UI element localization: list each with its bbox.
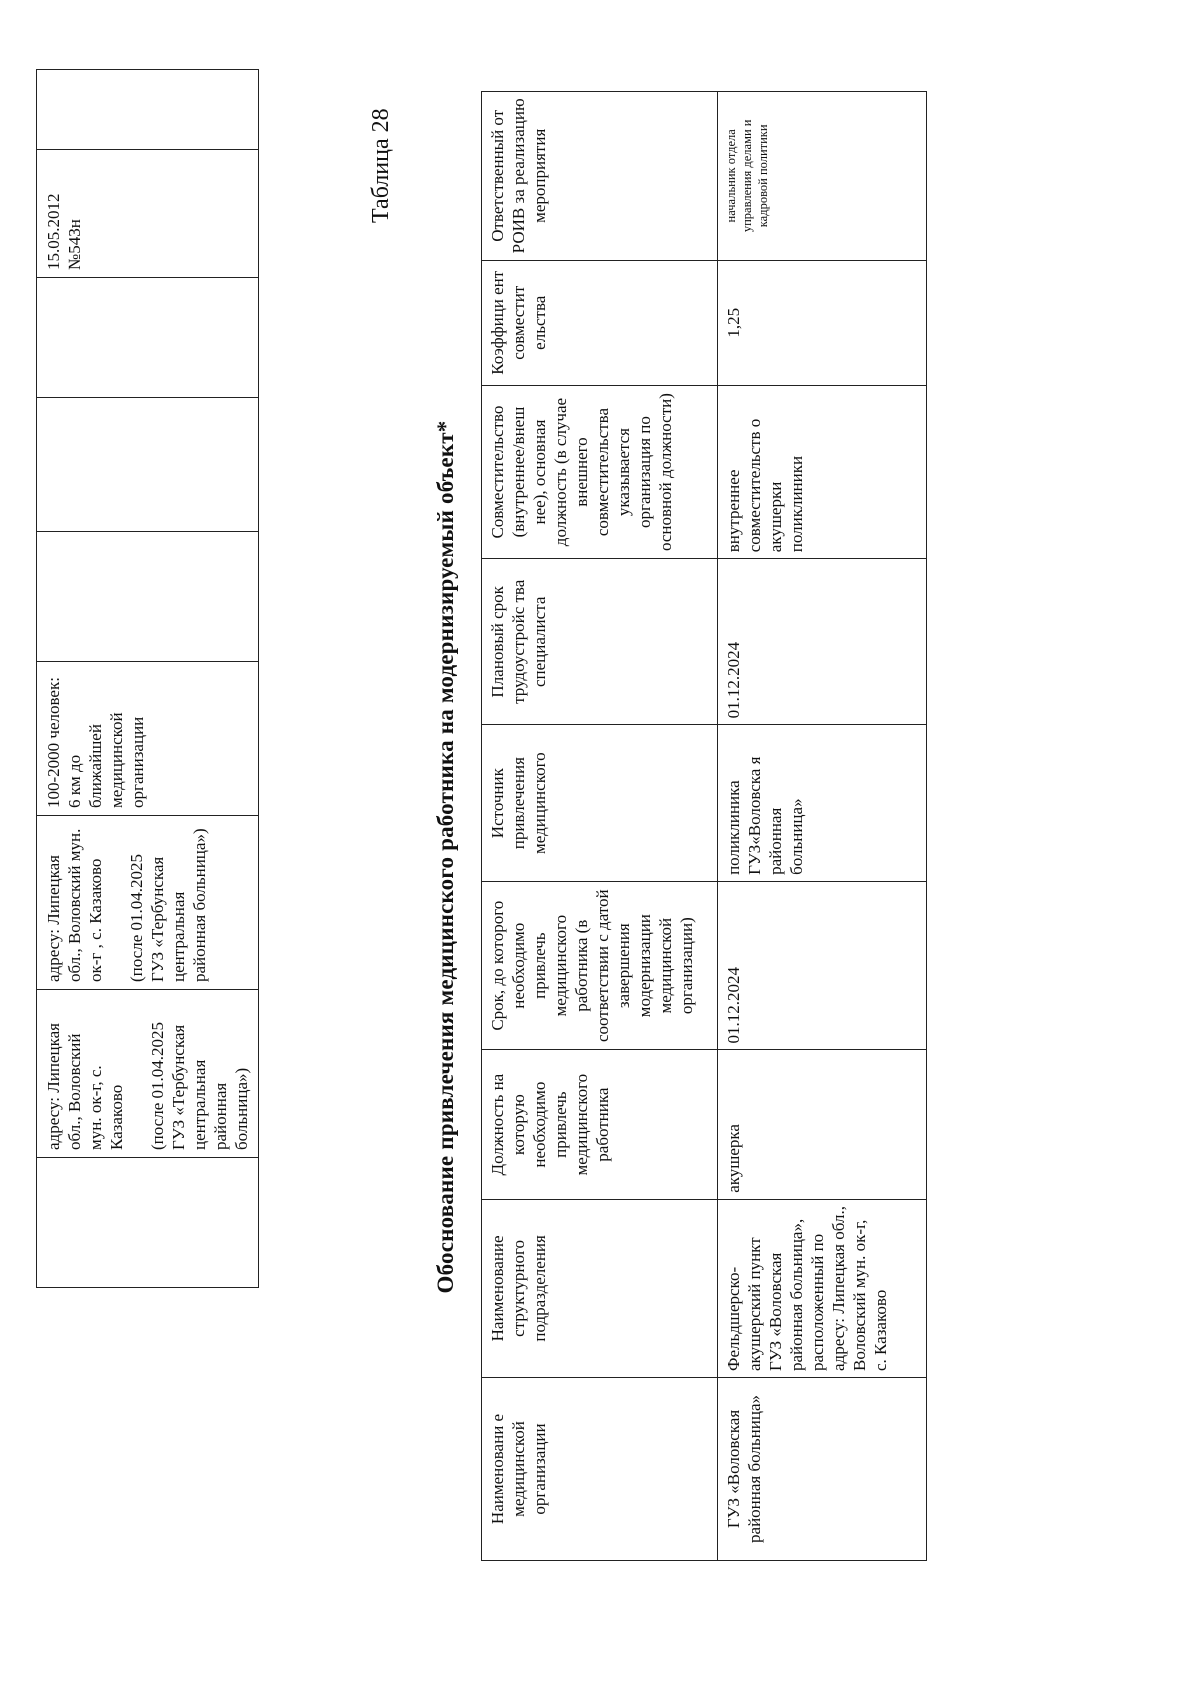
justification-table [481, 91, 927, 1561]
header-cell: Ответственный от РОИВ за реализацию мероприятия [482, 92, 718, 261]
prev-cell-address-2: адресу: Липецкая обл., Воловский мун. ок-г , с. Казаково (после 01.04.2025 ГУЗ «Тербунская центральная районная больница») [37, 816, 259, 990]
prev-cell-address: адресу: Липецкая обл., Воловский мун. ок-г, с. Казаково (после 01.04.2025 ГУЗ «Тербунская центральная районная больница») [37, 990, 259, 1158]
cell-planned-date: 01.12.2024 [718, 559, 927, 725]
header-cell: Совместительство (внутреннее/внеш нее), основная должность (в случае внешнего совместительства указывается организация по основной должности) [482, 385, 718, 558]
header-cell: Наименование структурного подразделения [482, 1199, 718, 1377]
header-cell: Источник привлечения медицинского [482, 725, 718, 882]
cell-coefficient: 1,25 [718, 260, 927, 385]
header-cell: Должность на которую необходимо привлечь медицинского работника [482, 1050, 718, 1199]
header-cell: Коэффици ент совместит ельства [482, 260, 718, 385]
prev-cell-distance: 100-2000 человек: 6 км до ближайшей медицинской организации [37, 662, 259, 816]
prev-cell-order: 15.05.2012 №543н [37, 150, 259, 278]
cell-deadline: 01.12.2024 [718, 881, 927, 1050]
header-cell: Срок, до которого необходимо привлечь медицинского работника (в соответствии с датой завершения модернизации медицинской организации) [482, 881, 718, 1050]
cell-combination: внутреннее совместительств о акушерки поликлиники [718, 385, 927, 558]
header-cell: Плановый срок трудоустройс тва специалиста [482, 559, 718, 725]
prev-cell-empty [37, 278, 259, 398]
prev-cell-empty [37, 1158, 259, 1288]
header-cell: Наименовани е медицинской организации [482, 1377, 718, 1560]
cell-responsible: начальник отдела управления делами и кадровой политики [718, 92, 927, 261]
prev-cell-empty [37, 398, 259, 532]
header-row [482, 92, 718, 1561]
prev-cell-empty [37, 70, 259, 150]
table-caption: Таблица 28 [368, 108, 394, 223]
table-title: Обоснование привлечения медицинского работника на модернизируемый объект* [433, 420, 458, 1294]
prev-cell-empty [37, 532, 259, 662]
cell-position: акушерка [718, 1050, 927, 1199]
table-row [718, 92, 927, 1561]
previous-table-fragment [36, 69, 259, 1288]
cell-source: поликлиника ГУЗ«Воловска я районная больница» [718, 725, 927, 882]
cell-organization: ГУЗ «Воловская районная больница» [718, 1377, 927, 1560]
cell-subdivision: Фельдшерско-акушерский пункт ГУЗ «Воловская районная больница», расположенный по адресу: Липецкая обл., Воловский мун. ок-г, с. Казаково [718, 1199, 927, 1377]
